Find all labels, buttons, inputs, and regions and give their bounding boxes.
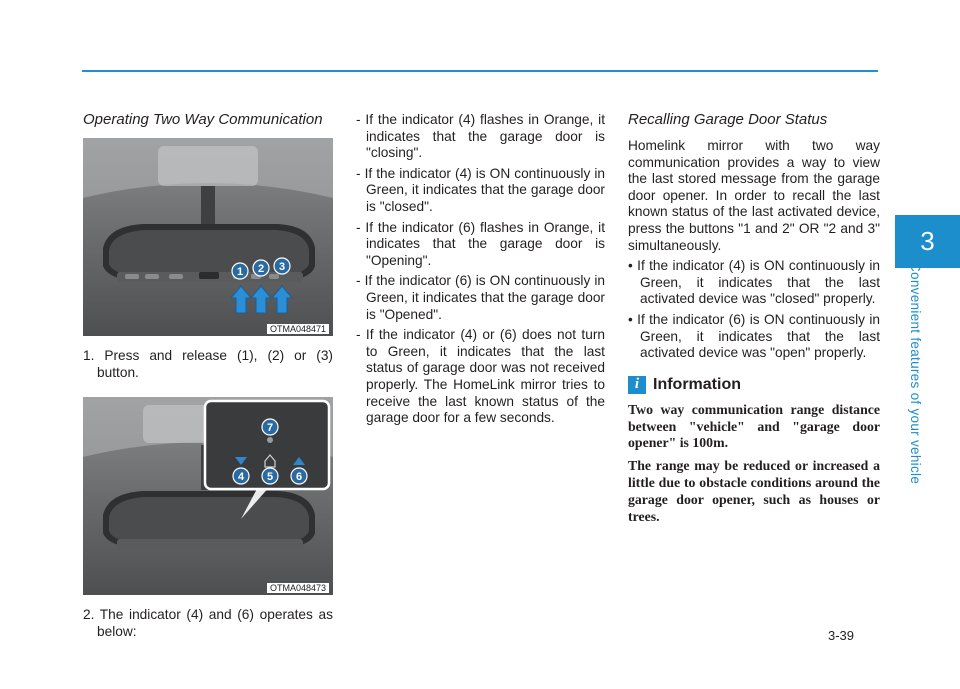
indicator-item-2: - If the indicator (4) is ON continuously in Green, it indicates that the garage door is "closed". [356,165,605,214]
indicator-item-1: - If the indicator (4) flashes in Orange, it indicates that the garage door is "closing". [356,112,605,161]
information-icon: i [628,376,646,394]
chapter-tab [895,215,960,268]
indicator-item-5: - If the indicator (4) or (6) does not turn to Green, it indicates that the last status of garage door was not received properly. The HomeLink mirror tries to receive the last known status of the garage door for a few seconds. [356,327,605,426]
figure-mirror-indicators [83,397,333,595]
callout-7: 7 [266,422,274,435]
column-3 [628,110,880,531]
callout-4: 4 [237,471,245,484]
recall-intro: Homelink mirror with two way communication provides a way to view the last stored message from the garage door opener. In order to recall the last known status of the last activated device, press the buttons "1 and 2" OR "2 and 3" simultaneously. [628,138,880,253]
information-title: Information [653,375,741,393]
callout-6: 6 [295,471,303,484]
step-1: 1. Press and release (1), (2) or (3) button. [83,348,333,380]
callout-2: 2 [257,263,265,275]
column-1 [83,110,333,640]
figure-mirror-buttons [83,138,333,336]
information-header [628,376,880,394]
information-text-2: The range may be reduced or increased a little due to obstacle conditions around the garage door opener, such as houses or trees. [628,458,880,524]
chapter-title: Convenient features of your vehicle [908,262,923,485]
figure-caption: OTMA048471 [267,324,329,334]
figure-caption: OTMA048473 [267,583,329,593]
page-number: 3-39 [828,628,855,643]
callout-1: 1 [236,266,244,278]
mirror-buttons-illustration [83,138,333,336]
mirror-indicators-illustration [83,397,333,595]
column-2 [356,112,605,431]
heading-recall-status: Recalling Garage Door Status [628,111,828,128]
information-text-1: Two way communication range distance between "vehicle" and "garage door opener" is 100m. [628,401,880,451]
callout-5: 5 [266,471,274,484]
callout-3: 3 [278,261,286,273]
indicator-item-4: - If the indicator (6) is ON continuously in Green, it indicates that the garage door is "Opened". [356,273,605,322]
heading-two-way: Operating Two Way Communication [83,111,323,128]
recall-bullet-2: • If the indicator (6) is ON continuously in Green, it indicates that the last activated device was "open" properly. [628,311,880,361]
step-2: 2. The indicator (4) and (6) operates as below: [83,607,333,639]
indicator-item-3: - If the indicator (6) flashes in Orange, it indicates that the garage door is "Opening". [356,219,605,268]
header-rule [82,70,878,72]
chapter-number: 3 [920,226,935,256]
recall-bullet-1: • If the indicator (4) is ON continuously in Green, it indicates that the last activated device was "closed" properly. [628,258,880,307]
